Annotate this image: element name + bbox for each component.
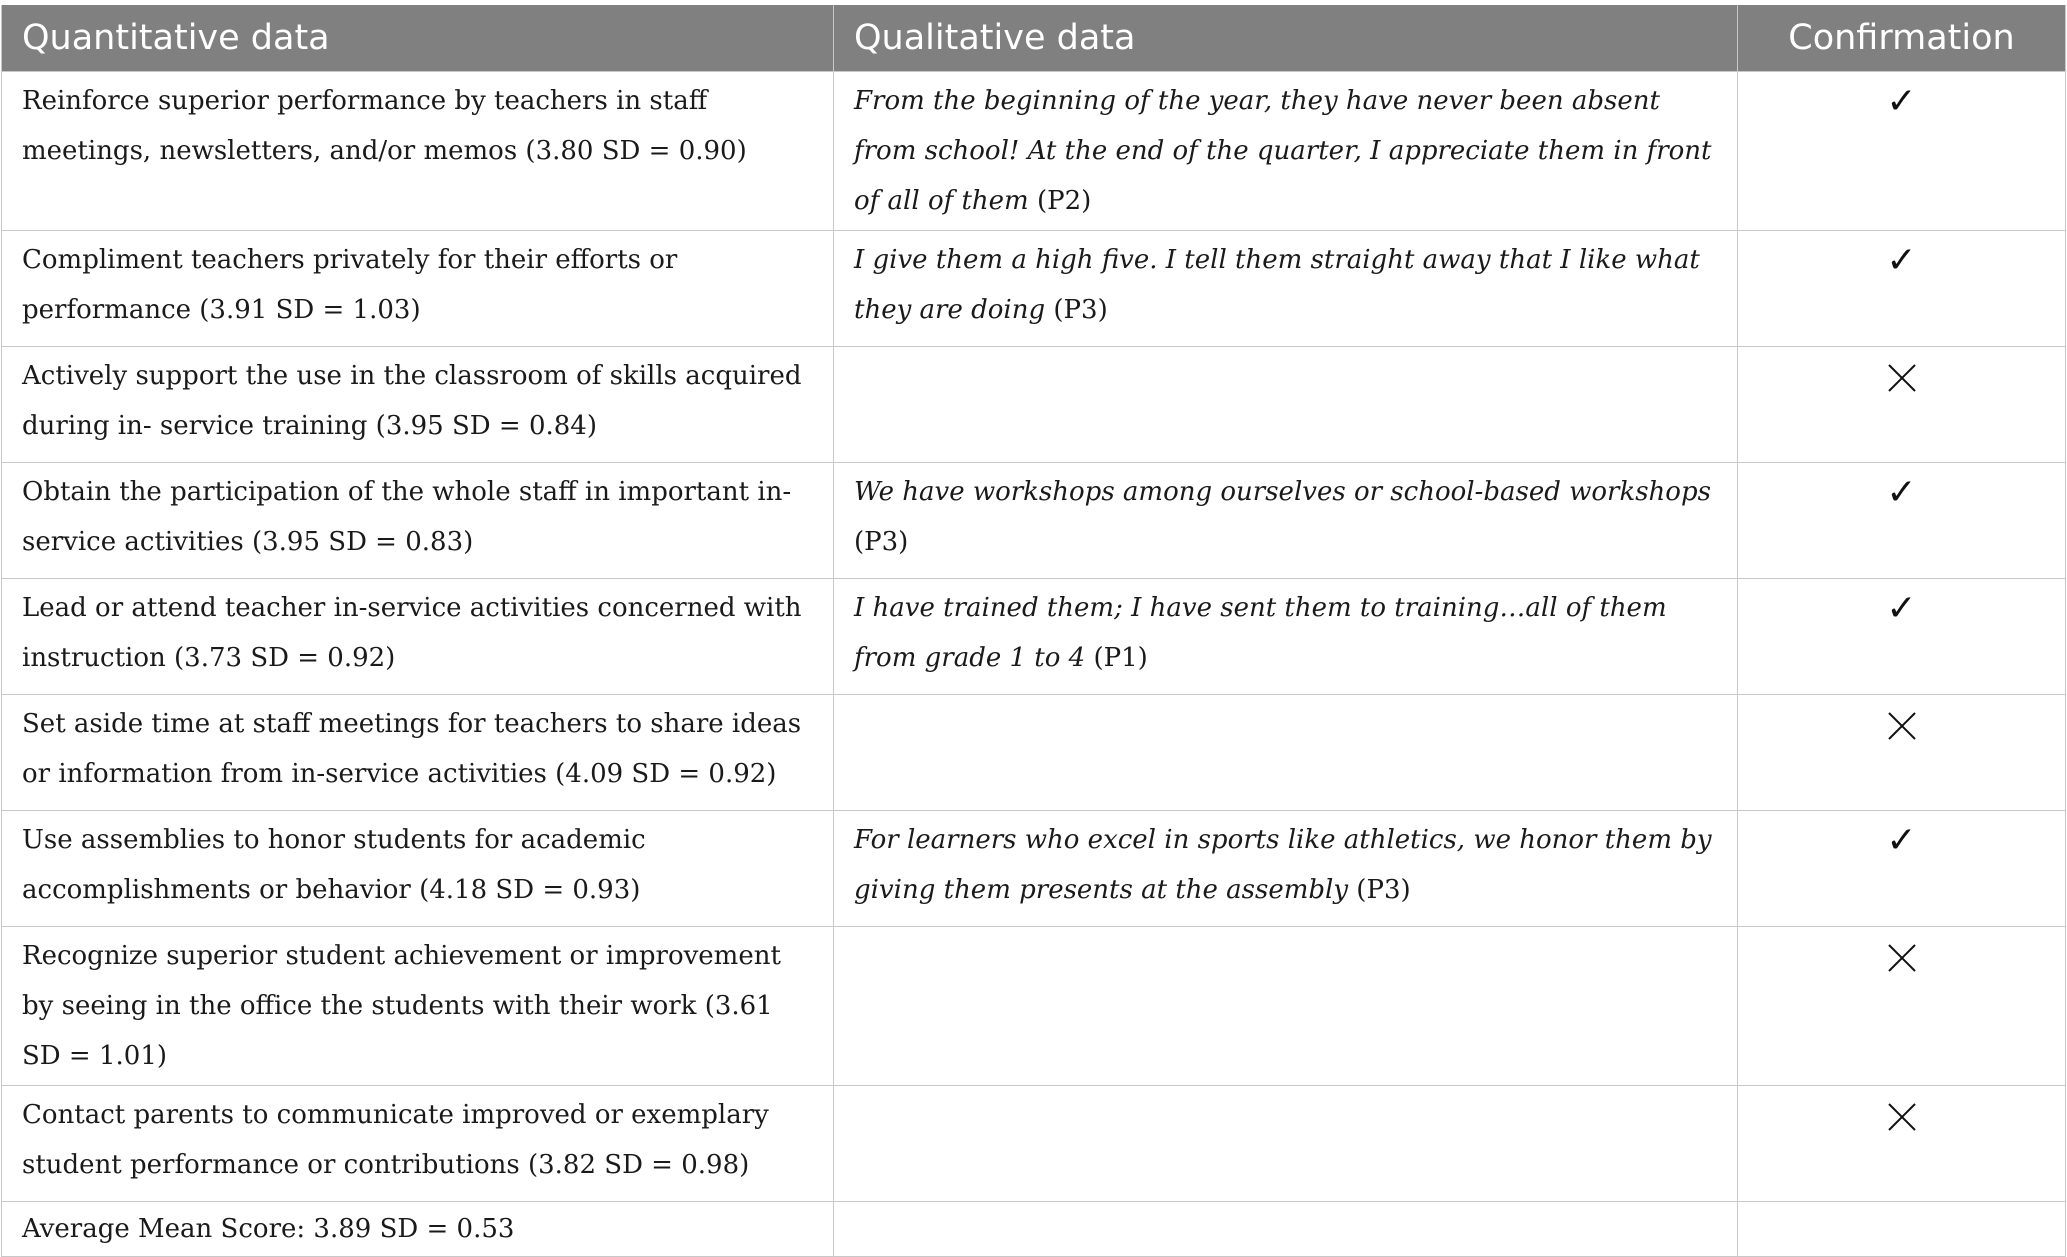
- empty-qualitative-cell: [834, 1202, 1738, 1257]
- confirmation-cell: [1738, 927, 2066, 1086]
- x-icon: [1885, 709, 1919, 743]
- qualitative-quote: I give them a high five. I tell them straight away that I like what they are doing: [854, 245, 1700, 325]
- check-icon: ✓: [1886, 240, 1917, 281]
- confirmation-cell: [1738, 347, 2066, 463]
- header-quantitative: Quantitative data: [2, 5, 834, 72]
- confirmation-cell: [1738, 695, 2066, 811]
- confirmation-cell: [1738, 811, 2066, 927]
- table-header-row: [2, 5, 2066, 72]
- table-row: [2, 347, 2066, 463]
- check-icon: ✓: [1886, 81, 1917, 122]
- qualitative-quote: For learners who excel in sports like athletics, we honor them by giving them presents at the assembly: [854, 825, 1712, 905]
- quantitative-cell: Use assemblies to honor students for academic accomplishments or behavior (4.18 SD = 0.93): [2, 811, 834, 927]
- qualitative-cell: [834, 1086, 1738, 1202]
- table-row: [2, 1086, 2066, 1202]
- qualitative-quote: From the beginning of the year, they have never been absent from school! At the end of the quarter, I appreciate them in front of all of them: [854, 86, 1712, 216]
- x-icon: [1885, 1100, 1919, 1134]
- confirmation-cell: [1738, 579, 2066, 695]
- quantitative-cell: Contact parents to communicate improved or exemplary student performance or contributions (3.82 SD = 0.98): [2, 1086, 834, 1202]
- check-icon: ✓: [1886, 472, 1917, 513]
- results-table: [1, 5, 2066, 1257]
- confirmation-cell: [1738, 1086, 2066, 1202]
- table-footer-row: [2, 1202, 2066, 1257]
- quantitative-cell: Lead or attend teacher in-service activities concerned with instruction (3.73 SD = 0.92): [2, 579, 834, 695]
- qualitative-cell: [834, 231, 1738, 347]
- qualitative-quote: We have workshops among ourselves or school-based workshops: [854, 477, 1711, 507]
- empty-confirmation-cell: [1738, 1202, 2066, 1257]
- participant-code: (P2): [1028, 186, 1092, 216]
- quantitative-cell: Recognize superior student achievement or improvement by seeing in the office the students with their work (3.61 SD = 1.01): [2, 927, 834, 1086]
- qualitative-cell: [834, 695, 1738, 811]
- confirmation-cell: [1738, 72, 2066, 231]
- participant-code: (P3): [1348, 875, 1411, 905]
- table-row: [2, 811, 2066, 927]
- quantitative-cell: Actively support the use in the classroom of skills acquired during in- service training (3.95 SD = 0.84): [2, 347, 834, 463]
- table-row: [2, 695, 2066, 811]
- confirmation-cell: [1738, 231, 2066, 347]
- participant-code: (P3): [854, 527, 909, 557]
- qualitative-cell: [834, 72, 1738, 231]
- participant-code: (P1): [1085, 643, 1148, 673]
- qualitative-quote: I have trained them; I have sent them to training…all of them from grade 1 to 4: [854, 593, 1667, 673]
- participant-code: (P3): [1045, 295, 1108, 325]
- table-row: [2, 231, 2066, 347]
- table-container: [1, 5, 2065, 1257]
- table-row: [2, 72, 2066, 231]
- table-row: [2, 579, 2066, 695]
- x-icon: [1885, 361, 1919, 395]
- table-body: [2, 72, 2066, 1257]
- qualitative-cell: [834, 579, 1738, 695]
- header-qualitative: Qualitative data: [834, 5, 1738, 72]
- check-icon: ✓: [1886, 588, 1917, 629]
- quantitative-cell: Set aside time at staff meetings for teachers to share ideas or information from in-service activities (4.09 SD = 0.92): [2, 695, 834, 811]
- confirmation-cell: [1738, 463, 2066, 579]
- qualitative-cell: [834, 927, 1738, 1086]
- x-icon: [1885, 941, 1919, 975]
- qualitative-cell: [834, 463, 1738, 579]
- qualitative-cell: [834, 811, 1738, 927]
- qualitative-cell: [834, 347, 1738, 463]
- check-icon: ✓: [1886, 820, 1917, 861]
- header-confirmation: Confirmation: [1738, 5, 2066, 72]
- average-score-cell: Average Mean Score: 3.89 SD = 0.53: [2, 1202, 834, 1257]
- quantitative-cell: Reinforce superior performance by teachers in staff meetings, newsletters, and/or memos (3.80 SD = 0.90): [2, 72, 834, 231]
- table-row: [2, 463, 2066, 579]
- quantitative-cell: Obtain the participation of the whole staff in important in-service activities (3.95 SD = 0.83): [2, 463, 834, 579]
- table-row: [2, 927, 2066, 1086]
- quantitative-cell: Compliment teachers privately for their efforts or performance (3.91 SD = 1.03): [2, 231, 834, 347]
